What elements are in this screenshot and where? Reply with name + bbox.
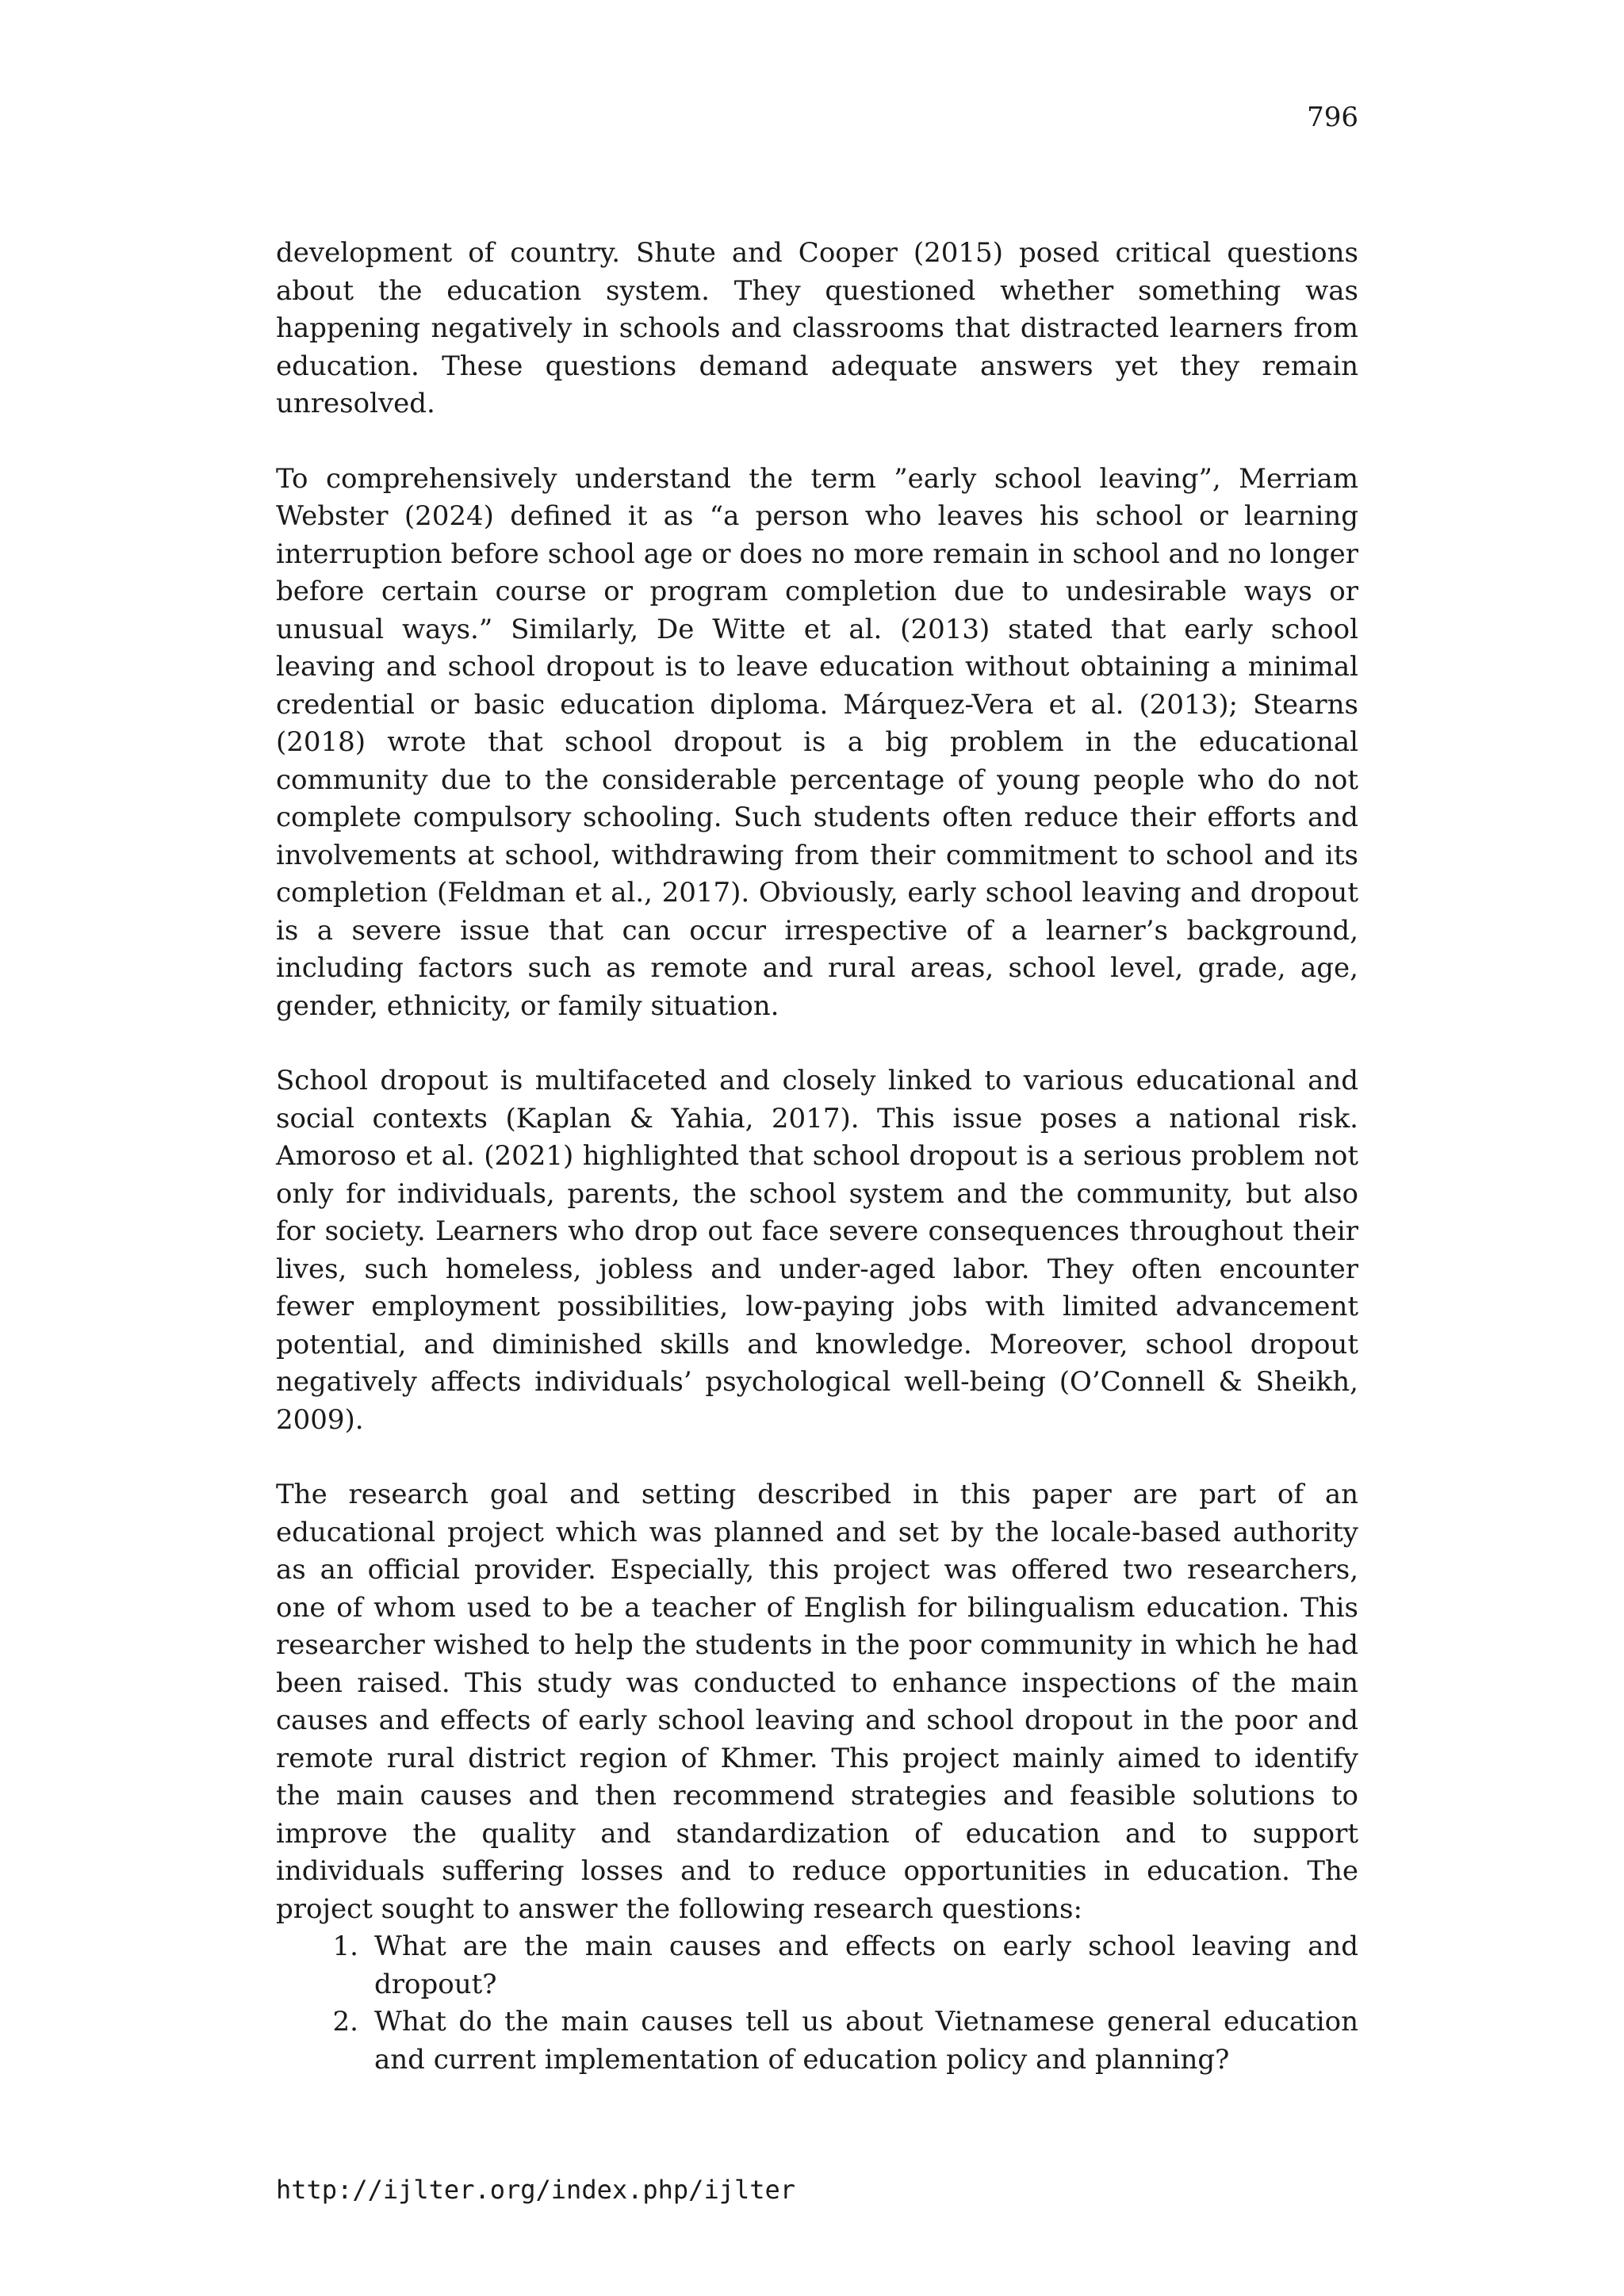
question-number: 2. (332, 2006, 358, 2038)
page-number: 796 (1307, 101, 1358, 133)
paragraph-continuation: development of country. Shute and Cooper (2015) posed critical questions about the education system. They questioned whether something was happening negatively in schools and classrooms that distracted learners from education. These questions demand adequate answers yet they remain unresolved. (276, 237, 1358, 419)
research-question (276, 1928, 1358, 2003)
question-number: 1. (332, 1931, 358, 1962)
question-text: What do the main causes tell us about Vietnamese general education and current implementation of education policy and planning? (374, 2006, 1358, 2076)
research-questions-list (276, 1928, 1358, 2079)
article-body (276, 235, 1358, 2079)
question-text: What are the main causes and effects on early school leaving and dropout? (374, 1931, 1358, 2000)
paragraph-definition: To comprehensively understand the term ”early school leaving”, Merriam Webster (2024) defined it as “a person who leaves his school or learning interruption before school age or does no more remain in school and no longer before certain course or program completion due to undesirable ways or unusual ways.” Similarly, De Witte et al. (2013) stated that early school leaving and school dropout is to leave education without obtaining a minimal credential or basic education diploma. Márquez-Vera et al. (2013); Stearns (2018) wrote that school dropout is a big problem in the educational community due to the considerable percentage of young people who do not complete compulsory schooling. Such students often reduce their efforts and involvements at school, withdrawing from their commitment to school and its completion (Feldman et al., 2017). Obviously, early school leaving and dropout is a severe issue that can occur irrespective of a learner’s background, including factors such as remote and rural areas, school level, grade, age, gender, ethnicity, or family situation. (276, 462, 1358, 1022)
paragraph-research-goal: The research goal and setting described in this paper are part of an educational project which was planned and set by the locale-based authority as an official provider. Especially, this project was offered two researchers, one of whom used to be a teacher of English for bilingualism education. This researcher wished to help the students in the poor community in which he had been raised. This study was conducted to enhance inspections of the main causes and effects of early school leaving and school dropout in the poor and remote rural district region of Khmer. This project mainly aimed to identify the main causes and then recommend strategies and feasible solutions to improve the quality and standardization of education and to support individuals suffering losses and to reduce opportunities in education. The project sought to answer the following research questions: (276, 1479, 1358, 1925)
paragraph-dropout-context: School dropout is multifaceted and closely linked to various educational and social contexts (Kaplan & Yahia, 2017). This issue poses a national risk. Amoroso et al. (2021) highlighted that school dropout is a serious problem not only for individuals, parents, the school system and the community, but also for society. Learners who drop out face severe consequences throughout their lives, such homeless, jobless and under-aged labor. They often encounter fewer employment possibilities, low-paying jobs with limited advancement potential, and diminished skills and knowledge. Moreover, school dropout negatively affects individuals’ psychological well-being (O’Connell & Sheikh, 2009). (276, 1065, 1358, 1436)
footer-journal-url: http://ijlter.org/index.php/ijlter (276, 2175, 796, 2205)
research-question (276, 2003, 1358, 2079)
